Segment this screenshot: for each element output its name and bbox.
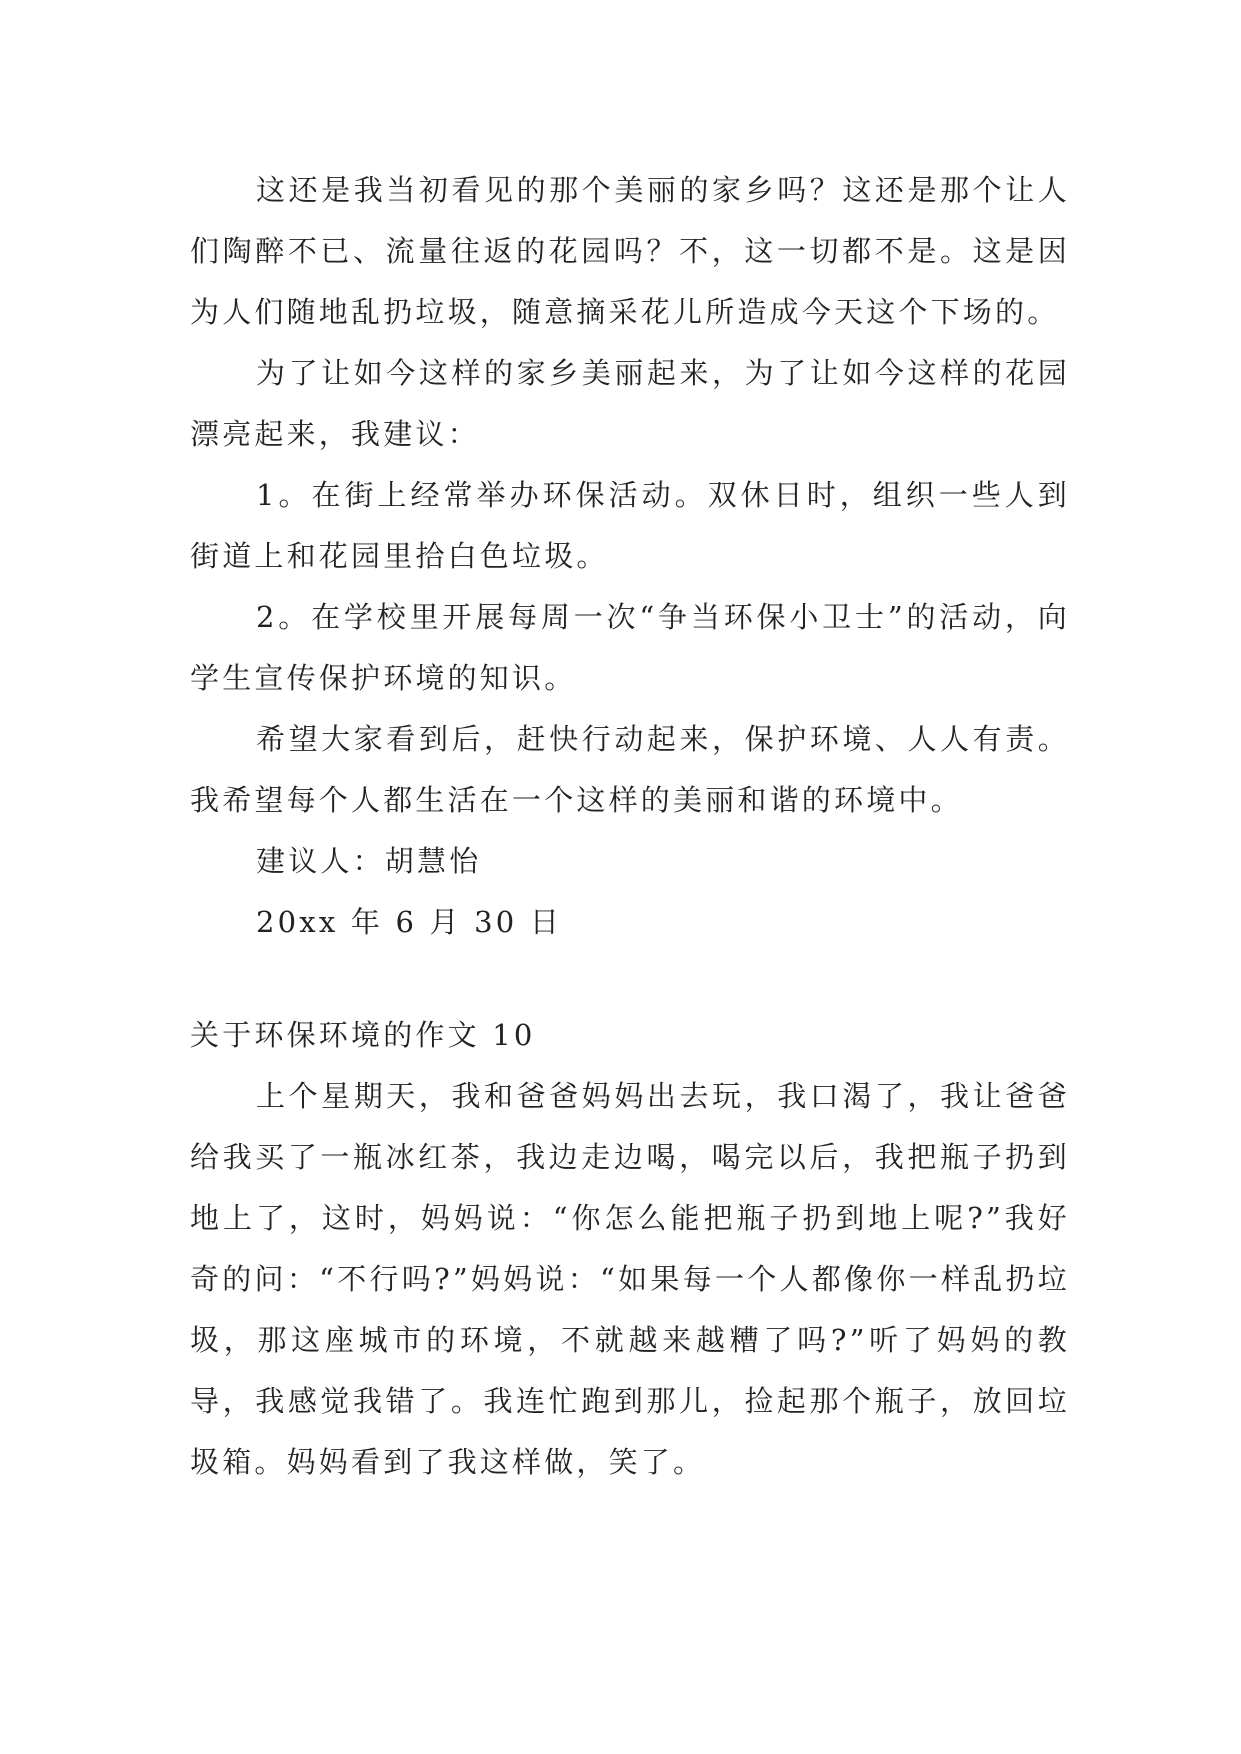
section-heading: 关于环保环境的作文 10 bbox=[190, 1018, 536, 1052]
paragraph: 希望大家看到后，赶快行动起来，保护环境、人人有责。我希望每个人都生活在一个这样的美丽和谐的环境中。 bbox=[190, 722, 1070, 817]
list-item: 1。在街上经常举办环保活动。双休日时，组织一些人到街道上和花园里拾白色垃圾。 bbox=[190, 478, 1070, 573]
signature-line: 建议人：胡慧怡 bbox=[256, 844, 482, 878]
paragraph: 为了让如今这样的家乡美丽起来，为了让如今这样的花园漂亮起来，我建议： bbox=[190, 356, 1070, 451]
document-page bbox=[190, 160, 1070, 1493]
paragraph: 上个星期天，我和爸爸妈妈出去玩，我口渴了，我让爸爸给我买了一瓶冰红茶，我边走边喝，喝完以后，我把瓶子扔到地上了，这时，妈妈说：“你怎么能把瓶子扔到地上呢?”我好奇的问：“不行吗?”妈妈说：“如果每一个人都像你一样乱扔垃圾，那这座城市的环境，不就越来越糟了吗?”听了妈妈的教导，我感觉我错了。我连忙跑到那儿，捡起那个瓶子，放回垃圾箱。妈妈看到了我这样做，笑了。 bbox=[190, 1079, 1070, 1479]
list-item: 2。在学校里开展每周一次“争当环保小卫士”的活动，向学生宣传保护环境的知识。 bbox=[190, 600, 1070, 695]
paragraph: 这还是我当初看见的那个美丽的家乡吗？这还是那个让人们陶醉不已、流量往返的花园吗？不，这一切都不是。这是因为人们随地乱扔垃圾，随意摘采花儿所造成今天这个下场的。 bbox=[190, 173, 1070, 329]
section-spacer bbox=[190, 953, 1070, 1005]
date-line: 20xx 年 6 月 30 日 bbox=[256, 905, 563, 939]
